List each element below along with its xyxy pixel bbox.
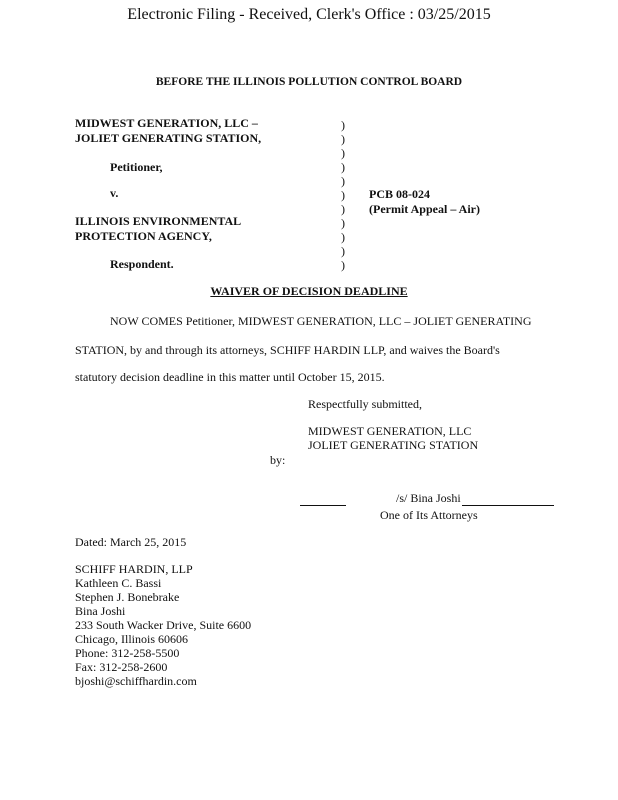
company-line2: JOLIET GENERATING STATION xyxy=(308,438,479,452)
caption-paren: ) xyxy=(341,244,345,258)
respondent-name-line1: ILLINOIS ENVIRONMENTAL xyxy=(75,214,242,228)
phone: Phone: 312-258-5500 xyxy=(75,646,180,660)
attorney-name: Stephen J. Bonebrake xyxy=(75,590,180,604)
versus: v. xyxy=(110,186,119,200)
petitioner-name-line2: JOLIET GENERATING STATION, xyxy=(75,131,262,145)
firm-name: SCHIFF HARDIN, LLP xyxy=(75,562,193,576)
signature-line-left xyxy=(300,505,346,506)
closing: Respectfully submitted, xyxy=(308,397,422,411)
filing-stamp: Electronic Filing - Received, Clerk's Office : 03/25/2015 xyxy=(127,6,491,23)
address-line2: Chicago, Illinois 60606 xyxy=(75,632,188,646)
respondent-role: Respondent. xyxy=(110,257,174,271)
caption-paren: ) xyxy=(341,118,345,132)
caption-paren: ) xyxy=(341,216,345,230)
caption-paren: ) xyxy=(341,230,345,244)
by-label: by: xyxy=(270,453,286,467)
caption-paren: ) xyxy=(341,146,345,160)
signature-line-right xyxy=(462,505,554,506)
case-number: PCB 08-024 xyxy=(369,187,430,201)
email-link[interactable]: bjoshi@schiffhardin.com xyxy=(75,674,197,688)
body-line-2: STATION, by and through its attorneys, SCHIFF HARDIN LLP, and waives the Board's xyxy=(75,343,500,357)
caption-paren: ) xyxy=(341,174,345,188)
respondent-name-line2: PROTECTION AGENCY, xyxy=(75,229,212,243)
document-title: WAIVER OF DECISION DEADLINE xyxy=(210,284,408,298)
caption-paren: ) xyxy=(341,258,345,272)
body-line-1: NOW COMES Petitioner, MIDWEST GENERATION, LLC – JOLIET GENERATING xyxy=(110,314,532,328)
petitioner-name-line1: MIDWEST GENERATION, LLC – xyxy=(75,116,258,130)
company-line1: MIDWEST GENERATION, LLC xyxy=(308,424,472,438)
caption-paren: ) xyxy=(341,160,345,174)
caption-paren: ) xyxy=(341,202,345,216)
caption-paren: ) xyxy=(341,132,345,146)
attorney-name: Bina Joshi xyxy=(75,604,126,618)
signer-name: /s/ Bina Joshi xyxy=(396,491,461,505)
attorney-name: Kathleen C. Bassi xyxy=(75,576,162,590)
board-title: BEFORE THE ILLINOIS POLLUTION CONTROL BOARD xyxy=(155,76,463,88)
petitioner-role: Petitioner, xyxy=(110,160,163,174)
dated: Dated: March 25, 2015 xyxy=(75,535,187,549)
case-type: (Permit Appeal – Air) xyxy=(369,202,480,216)
caption-paren: ) xyxy=(341,188,345,202)
fax: Fax: 312-258-2600 xyxy=(75,660,168,674)
signer-role: One of Its Attorneys xyxy=(380,508,478,522)
address-line1: 233 South Wacker Drive, Suite 6600 xyxy=(75,618,252,632)
body-line-3: statutory decision deadline in this matter until October 15, 2015. xyxy=(75,370,385,384)
